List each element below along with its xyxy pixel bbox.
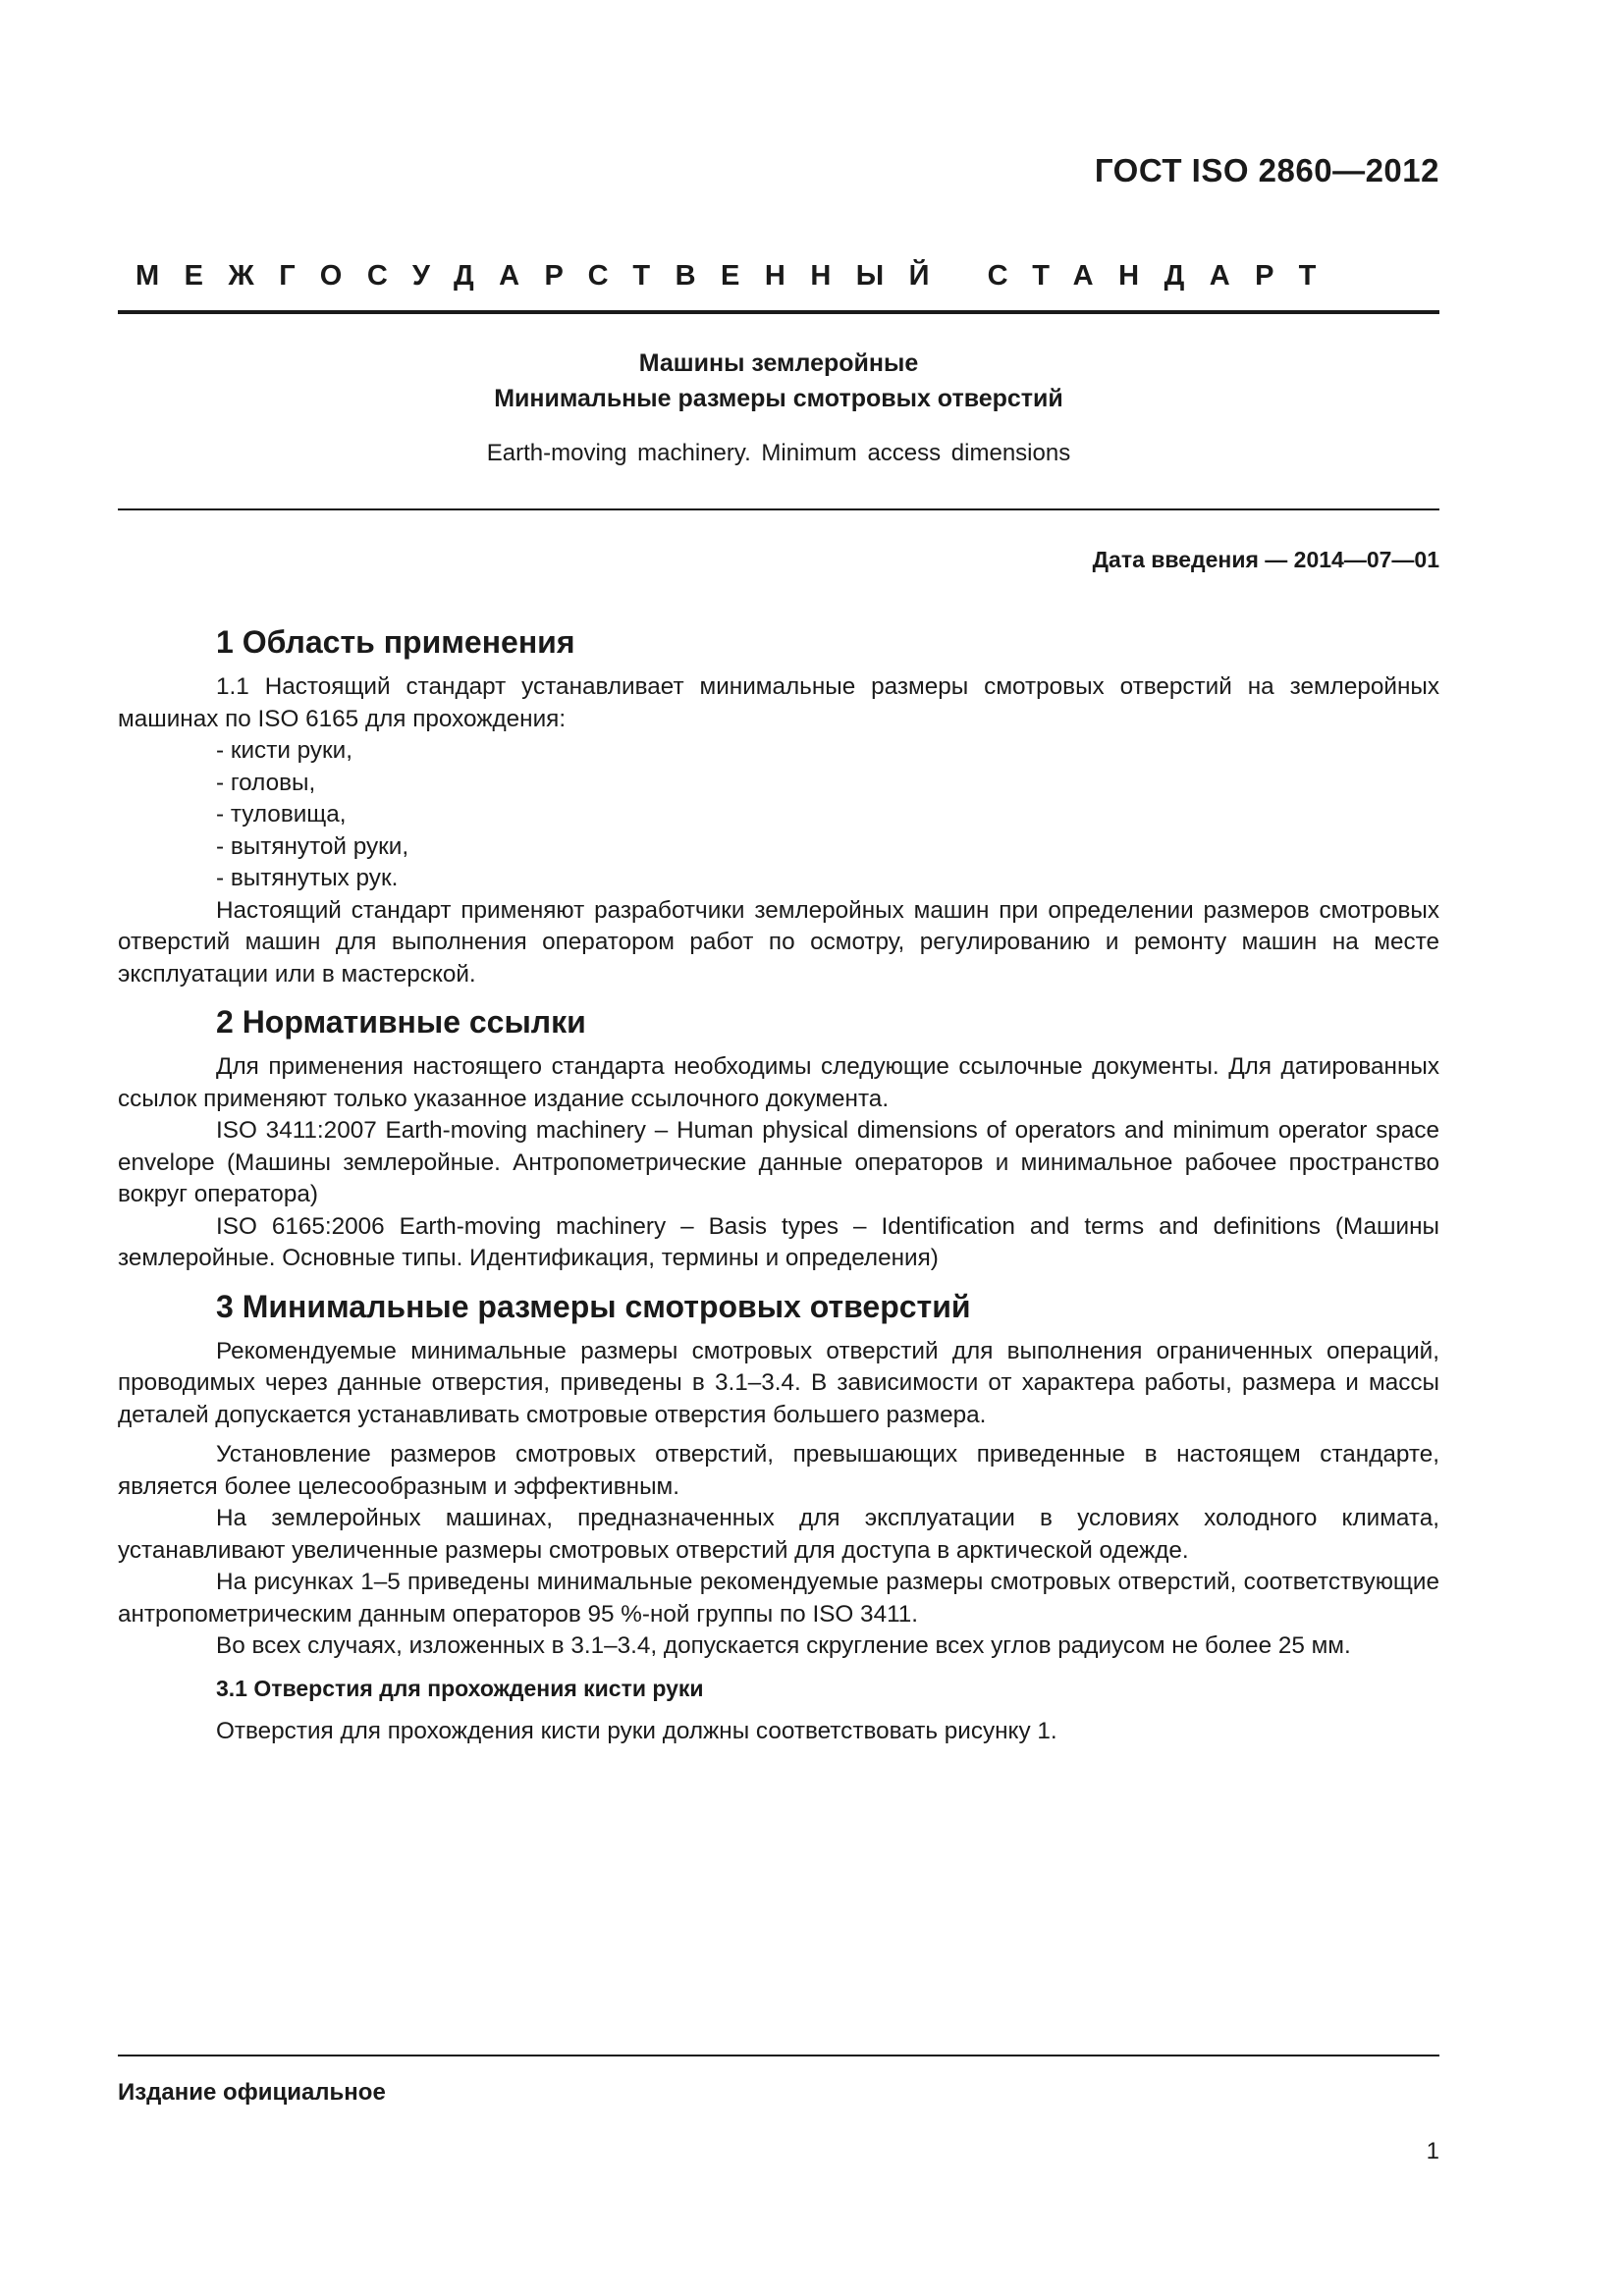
title-english: Earth-moving machinery. Minimum access dimensions: [486, 440, 1071, 466]
footer-divider: [118, 2055, 1439, 2056]
document-code: ГОСТ ISO 2860—2012: [1094, 152, 1439, 188]
paragraph: Установление размеров смотровых отверстий, превышающих приведенные в настоящем стандарте, является более целесообразным и эффективным.: [118, 1441, 1439, 1500]
subsection-heading: 3.1 Отверстия для прохождения кисти руки: [216, 1675, 704, 1701]
section-heading: 2 Нормативные ссылки: [216, 1004, 586, 1040]
interstate-standard-label: МЕЖГОСУДАРСТВЕННЫЙ СТАНДАРТ: [135, 260, 1341, 292]
reference-iso-3411: ISO 3411:2007 Earth-moving machinery – Human physical dimensions of operators and minimum operator space envelope (Машины землеройные. Антропометрические данные операторов и минимальное рабочее пространство вокруг оператора): [118, 1117, 1439, 1207]
section-heading: 3 Минимальные размеры смотровых отверстий: [216, 1288, 971, 1324]
section-heading: 1 Область применения: [216, 624, 575, 660]
list-item: - головы,: [216, 769, 316, 796]
title-block: [118, 346, 1439, 416]
paragraph: 1.1 Настоящий стандарт устанавливает минимальные размеры смотровых отверстий на землеройных машинах по ISO 6165 для прохождения:: [118, 673, 1439, 732]
list-item: - кисти руки,: [216, 737, 352, 764]
paragraph: Для применения настоящего стандарта необходимы следующие ссылочные документы. Для датированных ссылок применяют только указанное издание ссылочного документа.: [118, 1053, 1439, 1112]
section-normative-references: [118, 998, 1439, 1275]
section-scope: [118, 618, 1439, 990]
paragraph: На рисунках 1–5 приведены минимальные рекомендуемые размеры смотровых отверстий, соответствующие антропометрическим данным операторов 95 %-ной группы по ISO 3411.: [118, 1569, 1439, 1628]
paragraph: Настоящий стандарт применяют разработчики землеройных машин при определении размеров смотровых отверстий машин для выполнения оператором работ по осмотру, регулированию и ремонту машин на месте эксплуатации или в мастерской.: [118, 896, 1439, 988]
paragraph: Отверстия для прохождения кисти руки должны соответствовать рисунку 1.: [216, 1717, 1057, 1744]
paragraph: Рекомендуемые минимальные размеры смотровых отверстий для выполнения ограниченных операций, проводимых через данные отверстия, приведены в 3.1–3.4. В зависимости от характера работы, размера и массы деталей допускается устанавливать смотровые отверстия большего размера.: [118, 1337, 1439, 1428]
list-item: - вытянутых рук.: [216, 865, 399, 891]
list-item: - вытянутой руки,: [216, 832, 409, 860]
introduction-date: Дата введения — 2014—07—01: [1092, 547, 1439, 572]
list-item: - туловища,: [216, 801, 347, 828]
document-body: [118, 618, 1439, 1747]
title-divider: [118, 508, 1439, 510]
paragraph: Во всех случаях, изложенных в 3.1–3.4, допускается скругление всех углов радиусом не более 25 мм.: [216, 1632, 1351, 1659]
paragraph: На землеройных машинах, предназначенных для эксплуатации в условиях холодного климата, устанавливают увеличенные размеры смотровых отверстий для доступа в арктической одежде.: [118, 1505, 1439, 1564]
official-edition-label: Издание официальное: [118, 2079, 386, 2106]
title-line-1: Машины землеройные: [638, 349, 919, 377]
header-divider: [118, 310, 1439, 314]
title-line-2: Минимальные размеры смотровых отверстий: [494, 385, 1063, 412]
reference-iso-6165: ISO 6165:2006 Earth-moving machinery – Basis types – Identification and terms and definitions (Машины землеройные. Основные типы. Идентификация, термины и определения): [118, 1212, 1439, 1271]
section-minimum-access-dimensions: [118, 1283, 1439, 1748]
page-number: 1: [1426, 2138, 1439, 2164]
